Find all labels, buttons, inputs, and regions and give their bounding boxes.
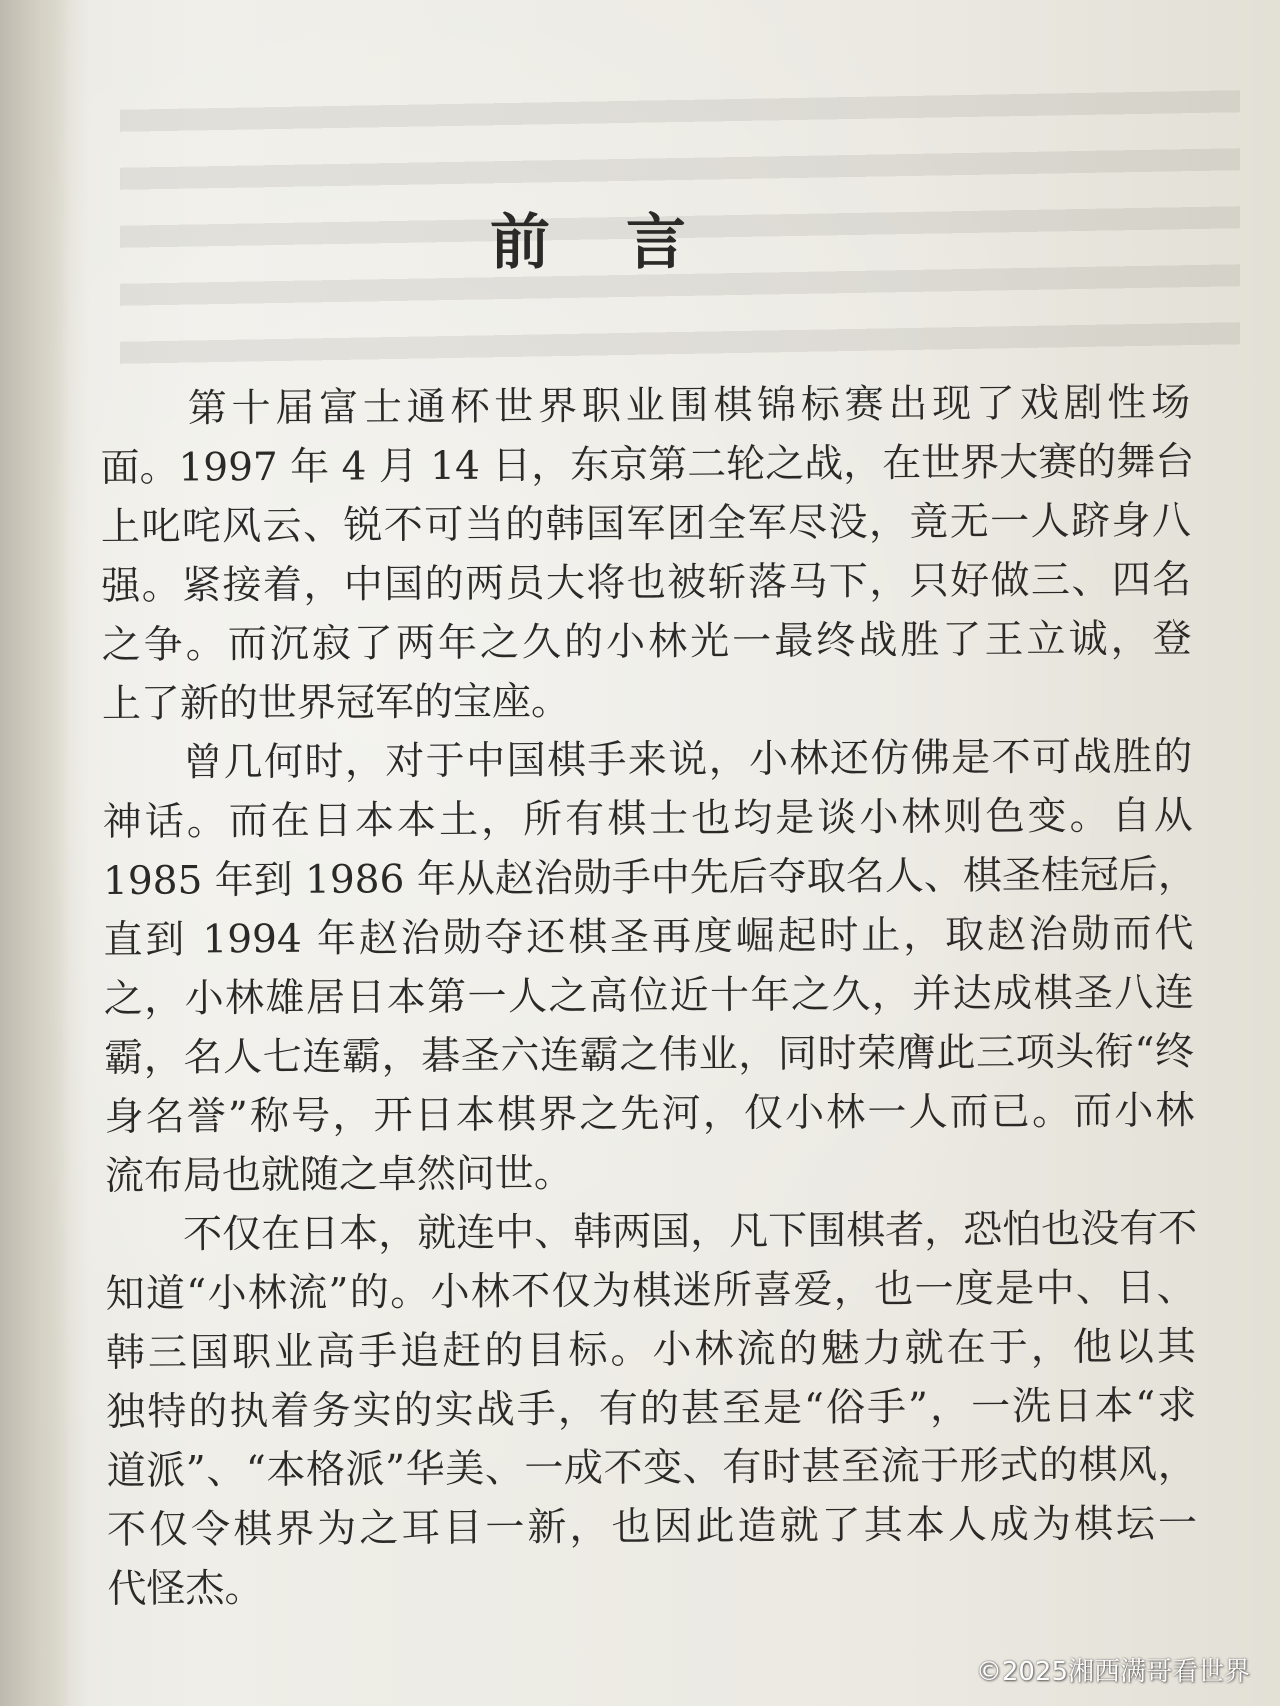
text-line: 流布局也就随之卓然问世。 [104,1151,574,1199]
text-line: 不仅在日本，就连中、韩两国，凡下围棋者，恐怕也没有不 [105,1206,1198,1258]
text-line: 之争。而沉寂了两年之久的小林光一最终战胜了王立诚，登 [101,616,1192,668]
text-line: 之，小林雄居日本第一人之高位近十年之久，并达成棋圣八连 [103,970,1194,1022]
text-line: 直到 1994 年赵治勋夺还棋圣再度崛起时止，取赵治勋而代 [103,911,1194,963]
text-line: 道派”、“本格派”华美、一成不变、有时甚至流于形式的棋风， [106,1442,1197,1494]
text-line: 知道“小林流”的。小林不仅为棋迷所喜爱，也一度是中、日、 [105,1265,1196,1317]
text-line: 上了新的世界冠军的宝座。 [101,679,571,727]
text-line: 强。紧接着，中国的两员大将也被斩落马下，只好做三、四名 [101,557,1192,609]
text-line: 曾几何时，对于中国棋手来说，小林还仿佛是不可战胜的 [102,734,1193,786]
text-line: 代怪杰。 [107,1566,264,1612]
text-line: 身名誉”称号，开日本棋界之先河，仅小林一人而已。而小林 [104,1088,1195,1140]
text-line: 第十届富士通杯世界职业围棋锦标赛出现了戏剧性场 [100,380,1191,432]
watermark-text: ©2025湘西满哥看世界 [975,1657,1250,1687]
text-line: 上叱咤风云、锐不可当的韩国军团全军尽没，竟无一人跻身八 [100,498,1192,550]
page-title: 前言 [490,208,762,278]
text-line: 1985 年到 1986 年从赵治勋手中先后夺取名人、棋圣桂冠后， [102,852,1197,904]
body-text [100,373,1198,1619]
page-edge-shadow [0,0,70,1706]
text-line: 不仅令棋界为之耳目一新，也因此造就了其本人成为棋坛一 [106,1501,1198,1553]
text-line: 神话。而在日本本土，所有棋士也均是谈小林则色变。自从 [102,793,1193,845]
text-line: 韩三国职业高手追赶的目标。小林流的魅力就在于，他以其 [105,1324,1197,1376]
text-line: 面。1997 年 4 月 14 日，东京第二轮之战，在世界大赛的舞台 [100,439,1195,491]
text-line: 独特的执着务实的实战手，有的甚至是“俗手”，一洗日本“求 [106,1383,1197,1435]
text-line: 霸，名人七连霸，碁圣六连霸之伟业，同时荣膺此三项头衔“终 [104,1029,1195,1081]
